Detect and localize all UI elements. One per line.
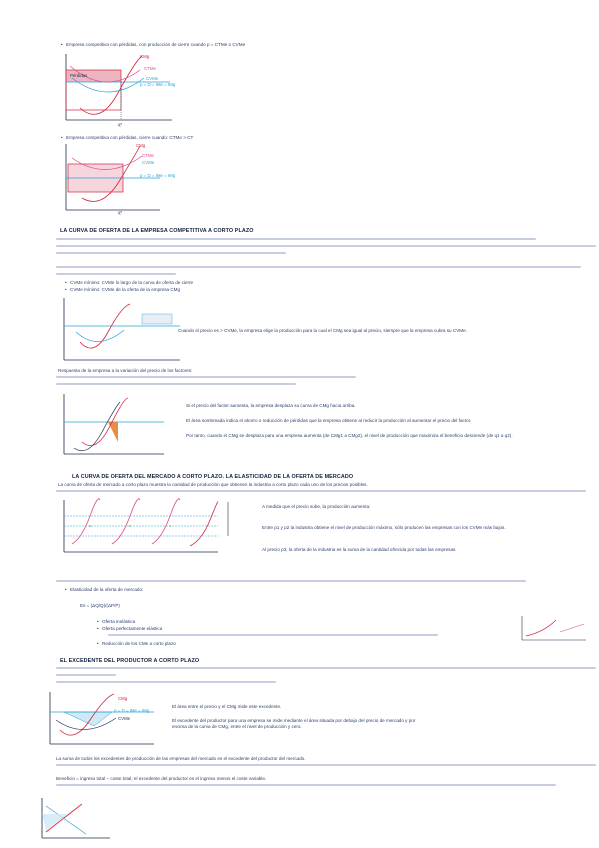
factor-price-p3: Por tanto, cuando el CMg se desplaza para una empresa aumenta (de CMg1 a CMg2), el nivel de producción que maximiza el beneficio desciende (de q1 a q2). [186, 433, 513, 438]
b2-ctme-label: CTMe [142, 153, 154, 158]
elasticity-formula: Es = (ΔQ/Q)/(ΔP/P) [80, 603, 120, 608]
paragraph-lines [56, 266, 581, 268]
elasticity-last: • Reducción de los CMe a corto plazo [102, 641, 176, 647]
paragraph-lines [56, 667, 596, 669]
b1-price-label: p = D = IMe = IMg [140, 82, 176, 87]
mini-graph-elastic [520, 614, 590, 644]
paragraph-lines [56, 490, 586, 492]
b1-cvme-label: CVMe [146, 76, 159, 81]
graph-producer-surplus [44, 690, 164, 750]
bullet-shutdown-case: • Empresa competitiva con pérdidas, cierre cuando: CTMe > CT [66, 135, 193, 141]
section-title-supply-firm: LA CURVA DE OFERTA DE LA EMPRESA COMPETITIVA A CORTO PLAZO [60, 228, 254, 234]
paragraph-lines [56, 383, 296, 385]
supply-note: Cuando el precio es > CVMe, la empresa elige la producción para la cual el CMg sea igual al precio, siempre que la empresa cubra su CVMe. [178, 328, 467, 333]
graph-loss-case-1 [60, 48, 180, 128]
paragraph-lines [56, 764, 596, 766]
s4-cvme-label: CVMe [118, 716, 131, 721]
graph-market-supply [52, 496, 222, 556]
paragraph-lines [56, 580, 526, 582]
producer-surplus-r1: El área entre el precio y el CMg mide este excedente. [172, 704, 282, 709]
elasticity-bullet: • Elasticidad de la oferta de mercado: [70, 587, 143, 593]
b2-q-label: q* [118, 210, 123, 215]
b1-loss-label: Pérdidas [70, 73, 88, 78]
b2-cvme-label: CVMe [142, 160, 155, 165]
market-supply-p1: A medida que el precio sube, la producción aumenta: [262, 504, 371, 509]
b1-cmg-label: CMg [140, 54, 150, 59]
b2-cmg-label: CMg [136, 143, 146, 148]
producer-surplus-r2: El excedente del productor para una empresa se mide mediante el área situada por debajo del precio de mercado y por encima de la curva de CMg, entre el nivel de producción y cero. [172, 718, 416, 730]
s4-cmg-label: CMg [118, 696, 128, 701]
factor-price-p2: El área sombreada indica el ahorro o reducción de pérdidas que la empresa obtiene al reducir la producción al aumentar el precio del factor. [186, 418, 472, 423]
elasticity-sub-1: • Oferta inelástica [102, 619, 135, 625]
section-title-producer-surplus: EL EXCEDENTE DEL PRODUCTOR A CORTO PLAZO [60, 658, 200, 664]
paragraph-lines [56, 245, 596, 247]
bullet-loss-case: • Empresa competitiva con pérdidas, con producción de cierre cuando p = CTMe o CVMe [66, 42, 245, 48]
paragraph-lines [56, 784, 556, 786]
factor-price-lead: Respuesta de la empresa a la variación del precio de los factores: [58, 368, 193, 373]
b1-q-label: q* [118, 122, 123, 127]
b1-ctme-label: CTMe [144, 66, 156, 71]
bullet-supply-1: • CVMe mínimo: CVMe lo largo de la curva de oferta de cierre [70, 280, 193, 286]
market-supply-p2: Entre p1 y p2 la industria obtiene el nivel de producción máximo, sólo producen las empresas con los CVMe más bajos. [262, 525, 506, 530]
paragraph-lines [56, 681, 276, 683]
factor-price-p1: Si el precio del factor aumenta, la empresa desplaza su curva de CMg hacia arriba. [186, 403, 356, 408]
graph-firm-supply [60, 296, 190, 366]
graph-surplus-final [36, 796, 116, 842]
market-supply-p3: Al precio p3, la oferta de la industria es la suma de la cantidad ofrecida por todas las empresas. [262, 547, 457, 552]
paragraph-lines [56, 273, 176, 275]
market-supply-lead: La curva de oferta de mercado a corto plazo muestra la cantidad de producción que obtienen la industria a corto plazo cada uno de los precios posibles. [58, 482, 368, 487]
producer-surplus-p1: La suma de todos los excedentes de producción de las empresas del mercado es el excedente del productor del mercado. [56, 756, 306, 761]
elasticity-sub-2: • Oferta perfectamente elástica [102, 626, 162, 632]
paragraph-lines [56, 376, 356, 378]
paragraph-lines [108, 634, 438, 636]
paragraph-lines [56, 238, 536, 240]
s4-price-label: p = D = IMe = IMg [114, 708, 150, 713]
bullet-supply-2: • CVMe mínimo: CVMe de la oferta de la empresa CMg [70, 287, 180, 293]
graph-factor-price [60, 392, 170, 462]
paragraph-lines [56, 252, 286, 254]
paragraph-lines [56, 674, 116, 676]
section-title-market-supply: LA CURVA DE OFERTA DEL MERCADO A CORTO PLAZO. LA ELASTICIDAD DE LA OFERTA DE MERCADO [72, 474, 354, 480]
b2-price-label: p = D = IMe = IMg [140, 173, 176, 178]
bracket-notes [226, 500, 266, 540]
producer-surplus-p2: Beneficio = ingreso total − coste total; el excedente del productor es el ingreso menos el coste variable. [56, 776, 267, 781]
